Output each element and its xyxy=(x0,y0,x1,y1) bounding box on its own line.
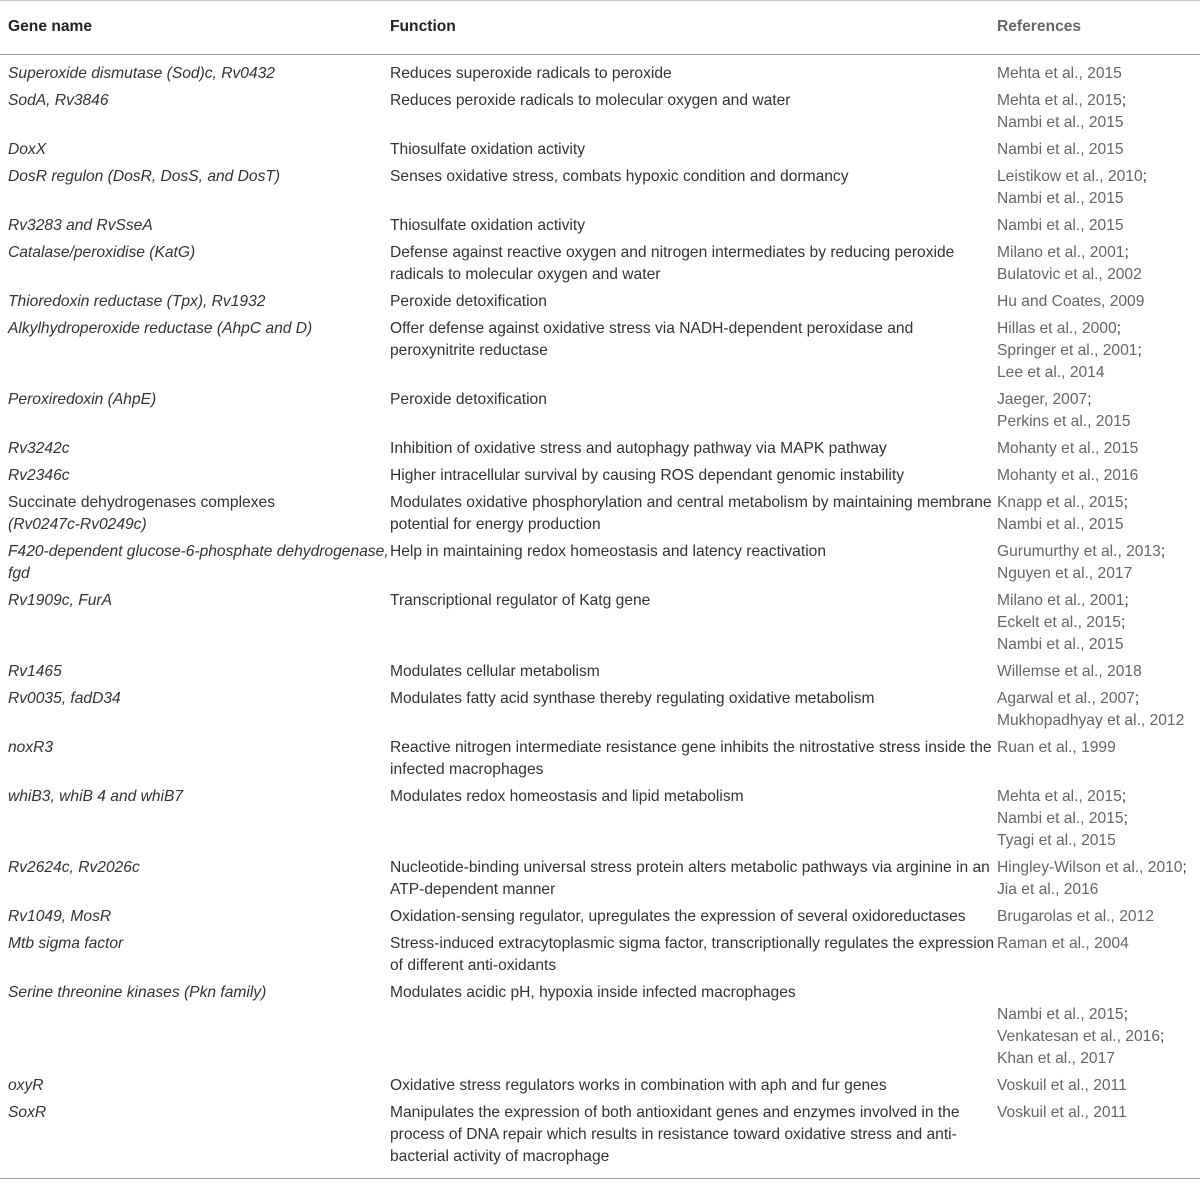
table-row xyxy=(0,855,1200,904)
function-cell: Stress-induced extracytoplasmic sigma factor, transcriptionally regulates the expression of different anti-oxidants xyxy=(390,935,995,974)
reference-item[interactable]: Nambi et al., 2015 xyxy=(997,190,1124,207)
gene-name: Mtb sigma factor xyxy=(8,935,124,952)
gene-name-cell xyxy=(0,88,390,137)
table-row xyxy=(0,1100,1200,1179)
table-row xyxy=(0,686,1200,735)
gene-name-cell xyxy=(0,55,390,89)
gene-name: SoxR xyxy=(8,1104,47,1121)
gene-name-cell xyxy=(0,1073,390,1100)
gene-name: Superoxide dismutase (Sod)c, Rv0432 xyxy=(8,65,275,82)
function-cell: Transcriptional regulator of Katg gene xyxy=(390,592,651,609)
references-cell xyxy=(997,240,1200,289)
references-cell xyxy=(997,588,1200,659)
reference-item[interactable]: Willemse et al., 2018 xyxy=(997,663,1142,680)
reference-item[interactable]: Venkatesan et al., 2016; xyxy=(997,1028,1165,1045)
references-cell xyxy=(997,1100,1200,1179)
table-header xyxy=(0,1,1200,55)
gene-name-cell xyxy=(0,931,390,980)
reference-item[interactable]: Agarwal et al., 2007; xyxy=(997,690,1140,707)
references-cell xyxy=(997,784,1200,855)
gene-name: Rv2624c, Rv2026c xyxy=(8,859,140,876)
function-cell: Peroxide detoxification xyxy=(390,391,547,408)
table-row xyxy=(0,735,1200,784)
table-row xyxy=(0,490,1200,539)
reference-item[interactable]: Hingley-Wilson et al., 2010; xyxy=(997,859,1187,876)
references-cell xyxy=(997,463,1200,490)
reference-item[interactable]: Springer et al., 2001; xyxy=(997,342,1142,359)
gene-name: whiB3, whiB 4 and whiB7 xyxy=(8,788,184,805)
reference-item[interactable]: Knapp et al., 2015; xyxy=(997,494,1128,511)
function-cell: Modulates redox homeostasis and lipid metabolism xyxy=(390,788,744,805)
reference-item[interactable]: Hu and Coates, 2009 xyxy=(997,293,1145,310)
reference-item[interactable]: Nambi et al., 2015; xyxy=(997,1006,1128,1023)
gene-name: SodA, Rv3846 xyxy=(8,92,109,109)
function-cell: Peroxide detoxification xyxy=(390,293,547,310)
gene-name-cell xyxy=(0,735,390,784)
gene-name-cell xyxy=(0,855,390,904)
gene-name-cell xyxy=(0,463,390,490)
gene-name: Rv3242c xyxy=(8,440,70,457)
references-cell xyxy=(997,387,1200,436)
function-cell: Higher intracellular survival by causing ROS dependant genomic instability xyxy=(390,467,904,484)
reference-item[interactable]: Mukhopadhyay et al., 2012 xyxy=(997,712,1185,729)
references-cell xyxy=(997,855,1200,904)
gene-name-cell xyxy=(0,316,390,387)
reference-item[interactable]: Voskuil et al., 2011 xyxy=(997,1077,1127,1094)
references-cell xyxy=(997,735,1200,784)
gene-name-cell xyxy=(0,1100,390,1179)
references-cell xyxy=(997,213,1200,240)
references-cell xyxy=(997,137,1200,164)
reference-item[interactable]: Raman et al., 2004 xyxy=(997,935,1129,952)
gene-name: Peroxiredoxin (AhpE) xyxy=(8,391,157,408)
function-cell: Modulates cellular metabolism xyxy=(390,663,600,680)
gene-name: Alkylhydroperoxide reductase (AhpC and D) xyxy=(8,320,313,337)
references-cell xyxy=(997,164,1200,213)
references-cell xyxy=(997,436,1200,463)
table-body xyxy=(0,55,1200,1179)
header-function: Function xyxy=(390,18,456,35)
function-cell: Reduces superoxide radicals to peroxide xyxy=(390,65,672,82)
reference-item[interactable]: Nambi et al., 2015 xyxy=(997,141,1124,158)
reference-item[interactable]: Ruan et al., 1999 xyxy=(997,739,1116,756)
reference-item[interactable]: Mehta et al., 2015; xyxy=(997,92,1127,109)
reference-item[interactable]: Lee et al., 2014 xyxy=(997,364,1105,381)
reference-item[interactable]: Khan et al., 2017 xyxy=(997,1050,1115,1067)
reference-item[interactable]: Mohanty et al., 2015 xyxy=(997,440,1139,457)
table-row xyxy=(0,316,1200,387)
gene-name-cell xyxy=(0,490,390,539)
references-cell xyxy=(997,659,1200,686)
reference-item[interactable]: Hillas et al., 2000; xyxy=(997,320,1121,337)
table-row xyxy=(0,539,1200,588)
function-cell: Offer defense against oxidative stress via NADH-dependent peroxidase and peroxynitrite reductase xyxy=(390,320,914,359)
reference-item[interactable]: Mehta et al., 2015 xyxy=(997,65,1122,82)
function-cell: Reactive nitrogen intermediate resistance gene inhibits the nitrostative stress inside the infected macrophages xyxy=(390,739,992,778)
table-row xyxy=(0,387,1200,436)
gene-name-cell xyxy=(0,436,390,463)
table-row xyxy=(0,137,1200,164)
table-row xyxy=(0,931,1200,980)
table-row xyxy=(0,980,1200,1073)
function-cell: Modulates acidic pH, hypoxia inside infected macrophages xyxy=(390,984,796,1001)
gene-name: Rv1049, MosR xyxy=(8,908,112,925)
function-cell: Manipulates the expression of both antioxidant genes and enzymes involved in the process of DNA repair which results in resistance toward oxidative stress and anti-bacterial activity of macrophage xyxy=(390,1104,960,1165)
reference-item[interactable]: Mehta et al., 2015; xyxy=(997,788,1127,805)
references-cell xyxy=(997,88,1200,137)
gene-name-cell xyxy=(0,904,390,931)
references-cell xyxy=(997,316,1200,387)
reference-item[interactable]: Mohanty et al., 2016 xyxy=(997,467,1139,484)
table-row xyxy=(0,240,1200,289)
gene-name: Rv1465 xyxy=(8,663,62,680)
gene-name: Catalase/peroxidise (KatG) xyxy=(8,244,196,261)
reference-item[interactable]: Nambi et al., 2015 xyxy=(997,516,1124,533)
table-row xyxy=(0,659,1200,686)
function-cell: Thiosulfate oxidation activity xyxy=(390,217,586,234)
reference-item[interactable]: Nguyen et al., 2017 xyxy=(997,565,1133,582)
table-row xyxy=(0,88,1200,137)
gene-name: Rv3283 and RvSseA xyxy=(8,217,153,234)
function-cell: Oxidative stress regulators works in combination with aph and fur genes xyxy=(390,1077,887,1094)
table-row xyxy=(0,289,1200,316)
table-row xyxy=(0,164,1200,213)
gene-name: Rv1909c, FurA xyxy=(8,592,113,609)
reference-item[interactable]: Eckelt et al., 2015; xyxy=(997,614,1126,631)
function-cell: Thiosulfate oxidation activity xyxy=(390,141,586,158)
header-gene-name: Gene name xyxy=(8,18,93,35)
gene-name: DoxX xyxy=(8,141,47,158)
gene-name-cell xyxy=(0,137,390,164)
gene-name: Rv2346c xyxy=(8,467,70,484)
gene-name: oxyR xyxy=(8,1077,44,1094)
table-row xyxy=(0,784,1200,855)
gene-name-cell xyxy=(0,164,390,213)
gene-name: Thioredoxin reductase (Tpx), Rv1932 xyxy=(8,293,266,310)
reference-item[interactable]: Perkins et al., 2015 xyxy=(997,413,1131,430)
gene-name: DosR regulon (DosR, DosS, and DosT) xyxy=(8,168,281,185)
references-cell xyxy=(997,980,1200,1073)
table-row xyxy=(0,588,1200,659)
reference-item[interactable]: Nambi et al., 2015; xyxy=(997,810,1128,827)
gene-name-cell xyxy=(0,686,390,735)
gene-name-cell xyxy=(0,980,390,1073)
function-cell: Modulates fatty acid synthase thereby regulating oxidative metabolism xyxy=(390,690,875,707)
function-cell: Reduces peroxide radicals to molecular oxygen and water xyxy=(390,92,791,109)
header-row xyxy=(0,1,1200,55)
references-cell xyxy=(997,686,1200,735)
gene-name-cell xyxy=(0,784,390,855)
function-cell: Senses oxidative stress, combats hypoxic condition and dormancy xyxy=(390,168,849,185)
gene-name: Serine threonine kinases (Pkn family) xyxy=(8,984,267,1001)
function-cell: Help in maintaining redox homeostasis and latency reactivation xyxy=(390,543,827,560)
function-cell: Modulates oxidative phosphorylation and central metabolism by maintaining membrane potential for energy production xyxy=(390,494,992,533)
function-cell: Nucleotide-binding universal stress protein alters metabolic pathways via arginine in an ATP-dependent manner xyxy=(390,859,990,898)
gene-name: noxR3 xyxy=(8,739,54,756)
table-row xyxy=(0,436,1200,463)
table-row xyxy=(0,1073,1200,1100)
references-cell xyxy=(997,904,1200,931)
gene-name-cell xyxy=(0,240,390,289)
gene-name: F420-dependent glucose-6-phosphate dehydrogenase, fgd xyxy=(8,543,389,582)
gene-name-cell xyxy=(0,289,390,316)
reference-item[interactable]: Jia et al., 2016 xyxy=(997,881,1099,898)
references-cell xyxy=(997,490,1200,539)
function-cell: Defense against reactive oxygen and nitrogen intermediates by reducing peroxide radicals to molecular oxygen and water xyxy=(390,244,955,283)
function-cell: Inhibition of oxidative stress and autophagy pathway via MAPK pathway xyxy=(390,440,887,457)
table-row xyxy=(0,213,1200,240)
references-cell xyxy=(997,931,1200,980)
reference-item[interactable]: Bulatovic et al., 2002 xyxy=(997,266,1142,283)
table-row xyxy=(0,55,1200,89)
reference-item[interactable]: Milano et al., 2001; xyxy=(997,592,1129,609)
references-cell xyxy=(997,289,1200,316)
reference-item[interactable]: Jaeger, 2007; xyxy=(997,391,1092,408)
reference-item[interactable]: Milano et al., 2001; xyxy=(997,244,1129,261)
reference-item[interactable]: Voskuil et al., 2011 xyxy=(997,1104,1127,1121)
reference-item[interactable]: Gurumurthy et al., 2013; xyxy=(997,543,1166,560)
gene-name-cell xyxy=(0,387,390,436)
header-references: References xyxy=(997,18,1082,35)
references-cell xyxy=(997,55,1200,89)
references-cell xyxy=(997,1073,1200,1100)
reference-item[interactable]: Nambi et al., 2015 xyxy=(997,636,1124,653)
function-cell: Oxidation-sensing regulator, upregulates the expression of several oxidoreductases xyxy=(390,908,966,925)
gene-name-part: Succinate dehydrogenases complexes xyxy=(8,494,275,511)
reference-item[interactable]: Leistikow et al., 2010; xyxy=(997,168,1147,185)
references-cell xyxy=(997,539,1200,588)
gene-name: Rv0035, fadD34 xyxy=(8,690,121,707)
gene-name-cell xyxy=(0,659,390,686)
table-row xyxy=(0,904,1200,931)
reference-item[interactable]: Nambi et al., 2015 xyxy=(997,217,1124,234)
reference-item[interactable]: Brugarolas et al., 2012 xyxy=(997,908,1154,925)
table-row xyxy=(0,463,1200,490)
gene-name-cell xyxy=(0,539,390,588)
gene-name-cell xyxy=(0,588,390,659)
reference-item[interactable]: Tyagi et al., 2015 xyxy=(997,832,1116,849)
gene-name-cell xyxy=(0,213,390,240)
reference-item[interactable]: Nambi et al., 2015 xyxy=(997,114,1124,131)
gene-name-part: (Rv0247c-Rv0249c) xyxy=(8,516,147,533)
